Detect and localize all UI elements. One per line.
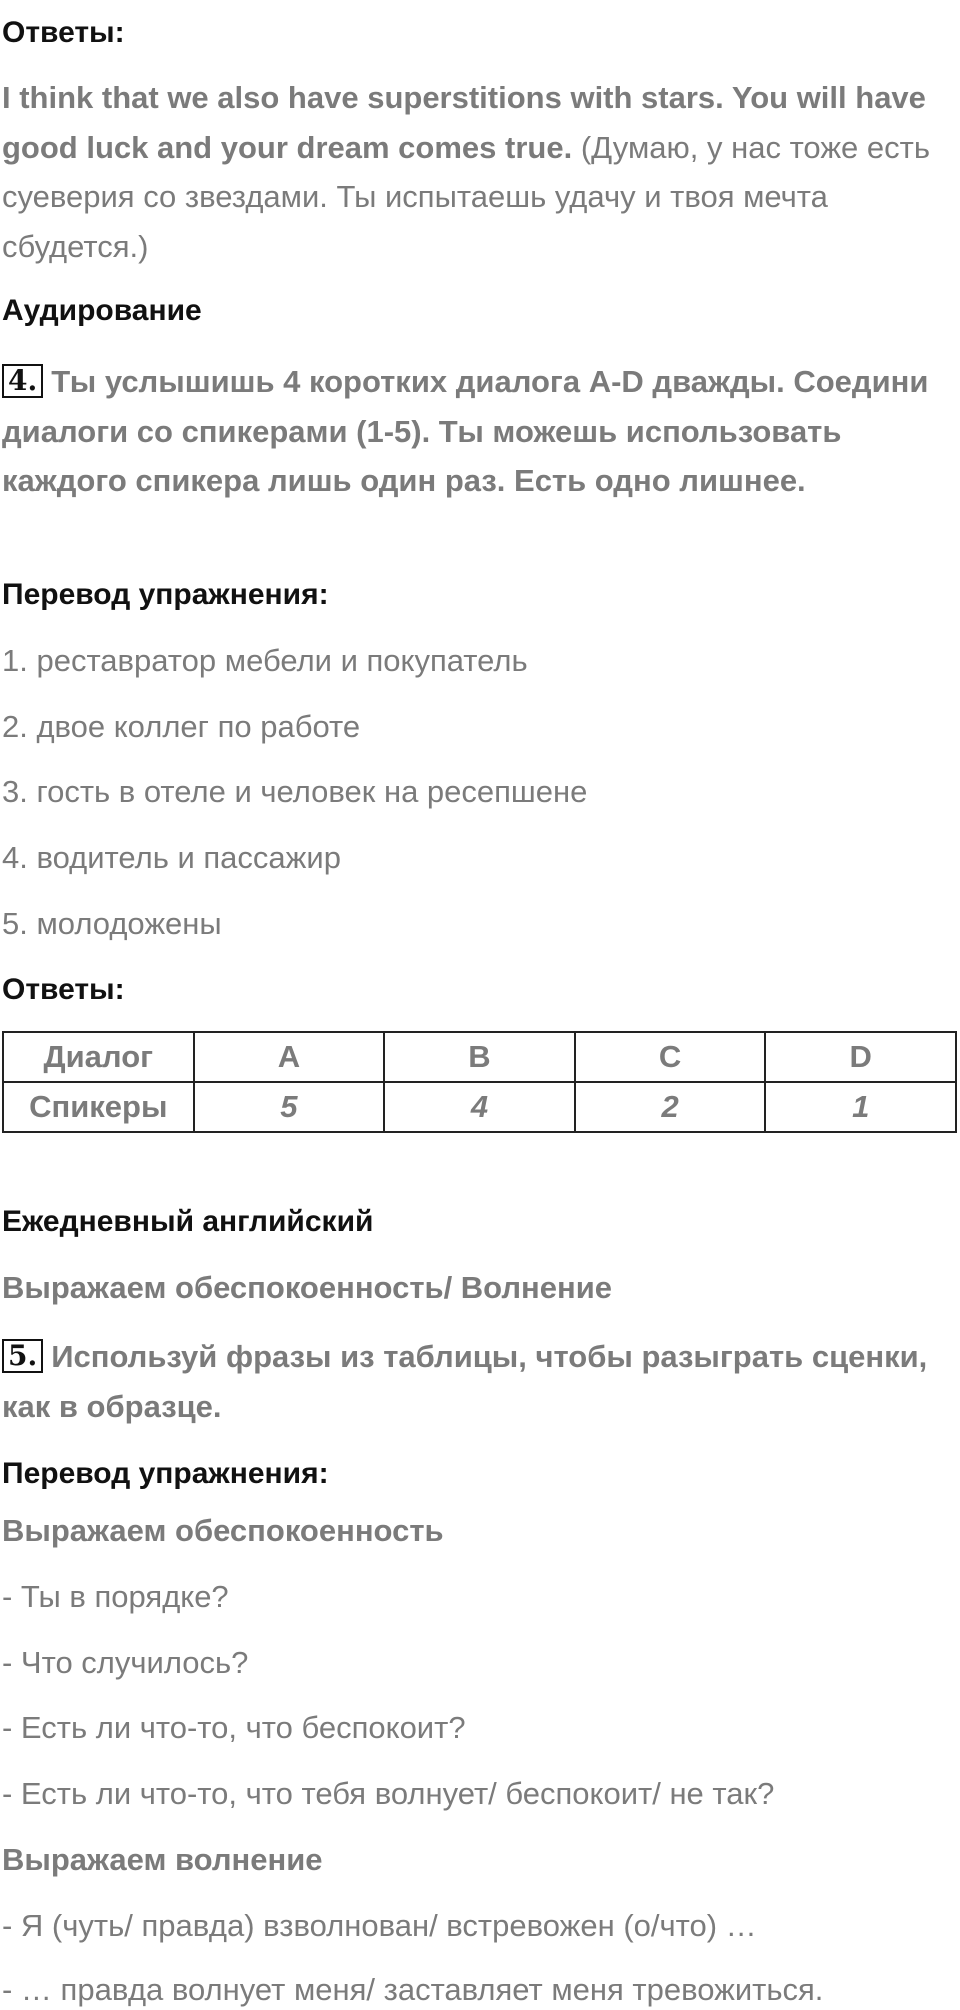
table-row-label: Диалог bbox=[3, 1032, 194, 1082]
translation-heading-1: Перевод упражнения: bbox=[2, 578, 329, 611]
task-5-text: Используй фразы из таблицы, чтобы разыграть сценки, как в образце. bbox=[2, 1339, 928, 1424]
table-row-speakers bbox=[3, 1082, 956, 1132]
list-item: - … правда волнует меня/ заставляет меня тревожиться. bbox=[2, 1972, 824, 2007]
list-item: 1. реставратор мебели и покупатель bbox=[2, 643, 528, 678]
task-4-paragraph bbox=[2, 357, 957, 506]
list-item: 2. двое коллег по работе bbox=[2, 709, 361, 744]
task-number-5: 5. bbox=[2, 1339, 43, 1373]
list-item: - Есть ли что-то, что беспокоит? bbox=[2, 1710, 466, 1745]
table-value-cell: 4 bbox=[384, 1082, 575, 1132]
listening-heading: Аудирование bbox=[2, 294, 202, 327]
answer-english: I think that we also have superstitions with stars. You will have good luck and your dream comes true. bbox=[2, 80, 926, 165]
table-row-dialog bbox=[3, 1032, 956, 1082]
answers-heading-1: Ответы: bbox=[2, 16, 125, 49]
list-item: - Ты в порядке? bbox=[2, 1579, 229, 1614]
everyday-subheading: Выражаем обеспокоенность/ Волнение bbox=[2, 1270, 613, 1305]
table-header-cell: B bbox=[384, 1032, 575, 1082]
answers-table bbox=[2, 1031, 957, 1133]
task-5-paragraph bbox=[2, 1332, 957, 1431]
table-value-cell: 1 bbox=[765, 1082, 956, 1132]
task-4-text: Ты услышишь 4 коротких диалога A-D дважды. Соедини диалоги со спикерами (1-5). Ты можешь использовать каждого спикера лишь один раз. Есть одно лишнее. bbox=[2, 364, 929, 498]
answer-translation: (Думаю, у нас тоже есть суеверия со звездами. Ты испытаешь удачу и твоя мечта сбудется.) bbox=[2, 129, 931, 264]
list-item: 3. гость в отеле и человек на ресепшене bbox=[2, 774, 588, 809]
list-item: - Я (чуть/ правда) взволнован/ встревожен (о/что) … bbox=[2, 1908, 757, 1943]
table-header-cell: A bbox=[194, 1032, 385, 1082]
table-value-cell: 2 bbox=[575, 1082, 766, 1132]
table-row-label: Спикеры bbox=[3, 1082, 194, 1132]
list-item: - Есть ли что-то, что тебя волнует/ беспокоит/ не так? bbox=[2, 1776, 775, 1811]
list-item: 4. водитель и пассажир bbox=[2, 840, 341, 875]
answers-heading-2: Ответы: bbox=[2, 973, 125, 1006]
concern-heading: Выражаем обеспокоенность bbox=[2, 1513, 444, 1548]
list-item: 5. молодожены bbox=[2, 906, 222, 941]
translation-heading-2: Перевод упражнения: bbox=[2, 1457, 329, 1490]
table-header-cell: D bbox=[765, 1032, 956, 1082]
everyday-heading: Ежедневный английский bbox=[2, 1205, 374, 1238]
table-header-cell: C bbox=[575, 1032, 766, 1082]
answer-paragraph bbox=[2, 73, 957, 271]
list-item: - Что случилось? bbox=[2, 1645, 249, 1680]
task-number-4: 4. bbox=[2, 364, 43, 398]
worry-heading: Выражаем волнение bbox=[2, 1842, 323, 1877]
table-value-cell: 5 bbox=[194, 1082, 385, 1132]
